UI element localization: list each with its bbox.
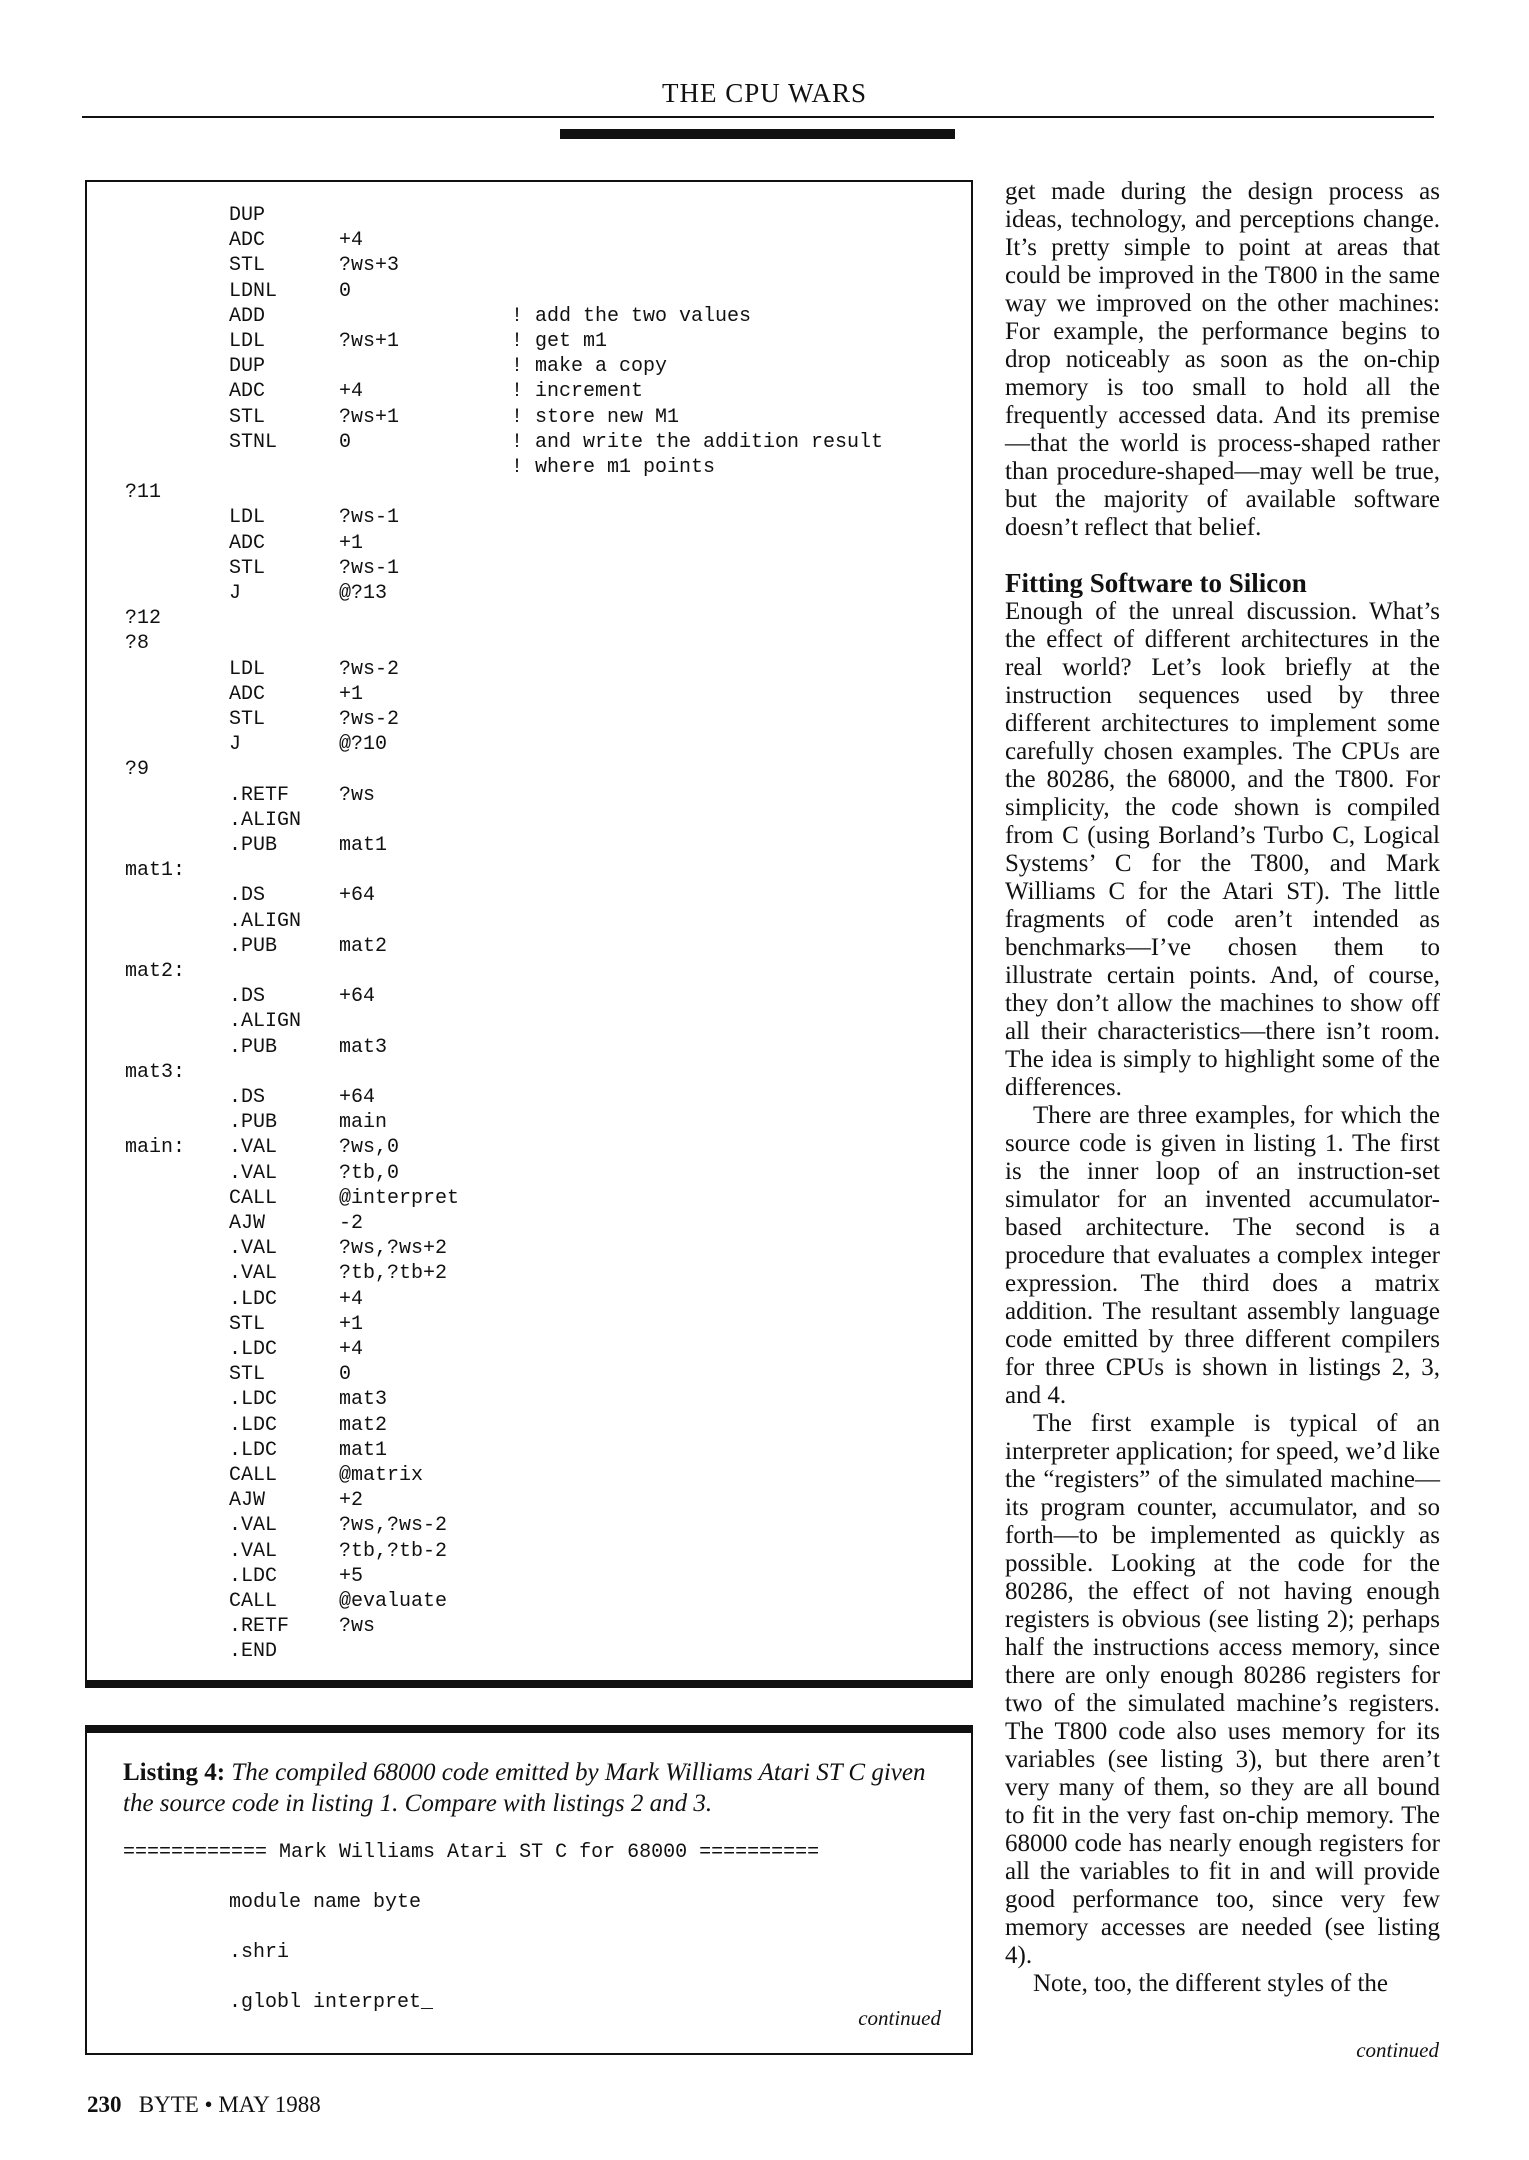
code-opcode: .VAL [229, 1237, 278, 1261]
section-heading: Fitting Software to Silicon [1005, 568, 1307, 598]
code-opcode: ADC [229, 531, 266, 555]
code-opcode: .LDC [229, 1338, 278, 1361]
listing-label: Listing 4: [123, 1759, 226, 1786]
code-operand: @interpret [339, 1186, 460, 1210]
code-opcode: .DS [229, 1086, 266, 1109]
code-opcode: ADC [229, 380, 266, 404]
code-label: mat1: [125, 859, 186, 883]
code-operand: 0 [339, 430, 352, 454]
code-operand: +64 [339, 1086, 376, 1109]
code-opcode: .VAL [229, 1136, 278, 1160]
code-opcode: LDL [229, 657, 266, 681]
code-opcode: ADC [229, 682, 266, 706]
page-footer [87, 2092, 321, 2118]
code-opcode: AJW [229, 1489, 266, 1513]
code-opcode: .PUB [229, 834, 278, 857]
code-comment: ! increment [511, 380, 644, 404]
code-opcode: .ALIGN [229, 1010, 302, 1034]
code-line: .globl interpret_ [229, 1991, 434, 2014]
code-label: mat2: [125, 960, 186, 983]
article-column [1005, 178, 1440, 1998]
code-operand: ?ws-1 [339, 506, 400, 530]
code-comment: ! store new M1 [511, 405, 680, 429]
code-listing-box [85, 180, 973, 1688]
code-opcode: .VAL [229, 1539, 278, 1563]
paragraph: Enough of the unreal discussion. What’s the effect of different architectures in the real world? Let’s look briefly at the instruction sequences used by three different architectures to implement some carefully chosen examples. The CPUs are the 80286, the 68000, and the T800. For simplicity, the code shown is compiled from C (using Borland’s Turbo C, Logical Systems’ C for the T800, and Mark Williams C for the Atari ST). The little fragments of code aren’t intended as benchmarks—I’ve chosen them to illustrate certain points. And, of course, they don’t allow the machines to show off all their characteristics—there isn’t room. The idea is simply to highlight some of the differences. [1005, 598, 1440, 1101]
code-operand: ?ws-2 [339, 708, 400, 731]
code-comment: ! make a copy [511, 355, 668, 379]
code-opcode: .VAL [229, 1262, 278, 1286]
code-operand: mat2 [339, 1413, 388, 1437]
code-operand: +4 [339, 380, 364, 404]
code-operand: @?10 [339, 733, 388, 757]
code-operand: mat2 [339, 934, 388, 958]
code-opcode: .LDC [229, 1413, 278, 1437]
code-opcode: AJW [229, 1212, 266, 1235]
code-operand: ?ws+1 [339, 330, 400, 353]
code-opcode: .PUB [229, 934, 278, 958]
continued-label: continued [858, 2006, 941, 2030]
code-operand: ?ws,?ws-2 [339, 1514, 448, 1538]
code-opcode: CALL [229, 1590, 278, 1613]
listing-4-box [85, 1725, 973, 2055]
code-label: ?8 [125, 632, 150, 656]
code-opcode: .DS [229, 884, 266, 908]
code-operand: ?tb,0 [339, 1161, 400, 1185]
header-rule [82, 116, 1434, 118]
code-operand: main [339, 1111, 388, 1135]
code-comment: ! add the two values [511, 304, 752, 328]
code-operand: ?ws [339, 783, 376, 807]
code-opcode: STL [229, 708, 266, 731]
code-operand: -2 [339, 1212, 364, 1235]
code-operand: @evaluate [339, 1590, 448, 1613]
code-opcode: STNL [229, 430, 278, 454]
code-operand: mat3 [339, 1035, 388, 1059]
code-operand: ?ws+1 [339, 405, 400, 429]
code-opcode: ADC [229, 229, 266, 253]
code-opcode: J [229, 582, 242, 605]
code-operand: +1 [339, 1312, 364, 1336]
code-operand: ?tb,?tb+2 [339, 1262, 448, 1286]
code-operand: +1 [339, 531, 364, 555]
code-comment: ! get m1 [511, 330, 608, 353]
code-opcode: STL [229, 1363, 266, 1387]
code-opcode: STL [229, 405, 266, 429]
code-operand: +4 [339, 1287, 364, 1311]
code-opcode: J [229, 733, 242, 757]
paragraph: get made during the design process as ideas, technology, and perceptions change. It’s pretty simple to point at areas that could be improved in the T800 in the same way we improved on the other machines: For example, the performance begins to drop noticeably as soon as the on-chip memory is too small to hold all the frequently accessed data. And its premise—that the world is process-shaped rather than procedure-shaped—may well be true, but the majority of available software doesn’t reflect that belief. [1005, 178, 1440, 541]
code-opcode: .LDC [229, 1287, 278, 1311]
code-operand: 0 [339, 279, 352, 303]
continued-label: continued [1356, 2038, 1439, 2062]
code-operand: +4 [339, 1338, 364, 1361]
code-operand: ?ws,0 [339, 1136, 400, 1160]
code-operand: ?ws-1 [339, 556, 400, 580]
magazine-issue: BYTE • MAY 1988 [138, 2092, 321, 2117]
code-opcode: .DS [229, 985, 266, 1009]
code-operand: mat1 [339, 834, 388, 857]
code-opcode: .RETF [229, 783, 290, 807]
code-operand: +4 [339, 229, 364, 253]
code-opcode: LDL [229, 506, 266, 530]
code-opcode: .RETF [229, 1615, 290, 1639]
code-opcode: ADD [229, 304, 266, 328]
code-opcode: CALL [229, 1464, 278, 1487]
paragraph: There are three examples, for which the source code is given in listing 1. The first is the inner loop of an instruction-set simulator for an invented accumulator-based architecture. The second is a procedure that evaluates a complex integer expression. The third does a matrix addition. The resultant assembly language code emitted by three different compilers for three CPUs is shown in listings 2, 3, and 4. [1005, 1102, 1440, 1409]
code-label: ?12 [125, 607, 162, 631]
code-line: ============ Mark Williams Atari ST C for 68000 ========== [123, 1841, 820, 1864]
code-opcode: STL [229, 556, 266, 580]
code-operand: ?ws-2 [339, 657, 400, 681]
code-label: main: [125, 1136, 186, 1160]
code-opcode: .LDC [229, 1564, 278, 1588]
code-opcode: .PUB [229, 1111, 278, 1135]
page-number: 230 [87, 2092, 122, 2117]
code-operand: @?13 [339, 582, 388, 605]
code-comment: ! where m1 points [511, 456, 716, 479]
code-opcode: DUP [229, 355, 266, 379]
code-operand: mat1 [339, 1438, 388, 1462]
code-label: mat3: [125, 1060, 186, 1084]
code-opcode: .LDC [229, 1438, 278, 1462]
code-operand: +5 [339, 1564, 364, 1588]
code-operand: +64 [339, 884, 376, 908]
code-opcode: .ALIGN [229, 909, 302, 933]
listing-caption [123, 1757, 943, 1819]
code-operand: +1 [339, 682, 364, 706]
code-line: .shri [229, 1941, 290, 1964]
listing-caption-text: The compiled 68000 code emitted by Mark Williams Atari ST C given the source code in listing 1. Compare with listings 2 and 3. [123, 1759, 926, 1817]
code-opcode: .LDC [229, 1388, 278, 1412]
header-bar [560, 129, 955, 139]
paragraph: Note, too, the different styles of the [1033, 1970, 1389, 1997]
code-operand: ?tb,?tb-2 [339, 1539, 448, 1563]
code-operand: ?ws+3 [339, 254, 400, 278]
code-operand: 0 [339, 1363, 352, 1387]
code-opcode: .PUB [229, 1035, 278, 1059]
code-opcode: LDNL [229, 279, 278, 303]
code-label: ?11 [125, 481, 162, 505]
code-opcode: .END [229, 1640, 278, 1664]
code-comment: ! and write the addition result [511, 430, 884, 454]
code-opcode: STL [229, 254, 266, 278]
running-header: THE CPU WARS [661, 78, 868, 108]
code-opcode: STL [229, 1312, 266, 1336]
code-opcode: .ALIGN [229, 808, 302, 832]
code-line: module name byte [229, 1891, 422, 1914]
code-operand: mat3 [339, 1388, 388, 1412]
code-operand: ?ws [339, 1615, 376, 1639]
code-label: ?9 [125, 758, 150, 782]
code-opcode: LDL [229, 330, 266, 353]
code-operand: +64 [339, 985, 376, 1009]
code-opcode: CALL [229, 1186, 278, 1210]
code-operand: ?ws,?ws+2 [339, 1237, 448, 1261]
code-operand: @matrix [339, 1464, 424, 1487]
code-opcode: .VAL [229, 1161, 278, 1185]
code-opcode: DUP [229, 204, 266, 227]
code-operand: +2 [339, 1489, 364, 1513]
paragraph: The first example is typical of an interpreter application; for speed, we’d like the “registers” of the simulated machine—its program counter, accumulator, and so forth—to be implemented as quickly as possible. Looking at the code for the 80286, the effect of not having enough registers is obvious (see listing 2); perhaps half the instructions access memory, since there are only enough 80286 registers for two of the simulated machine’s registers. The T800 code also uses memory for its variables (see listing 3), but there aren’t very many of them, so they are all bound to fit in the very fast on-chip memory. The 68000 code has nearly enough registers for all the variables to fit in and will provide good performance too, since very few memory accesses are needed (see listing 4). [1005, 1410, 1440, 1969]
code-opcode: .VAL [229, 1514, 278, 1538]
